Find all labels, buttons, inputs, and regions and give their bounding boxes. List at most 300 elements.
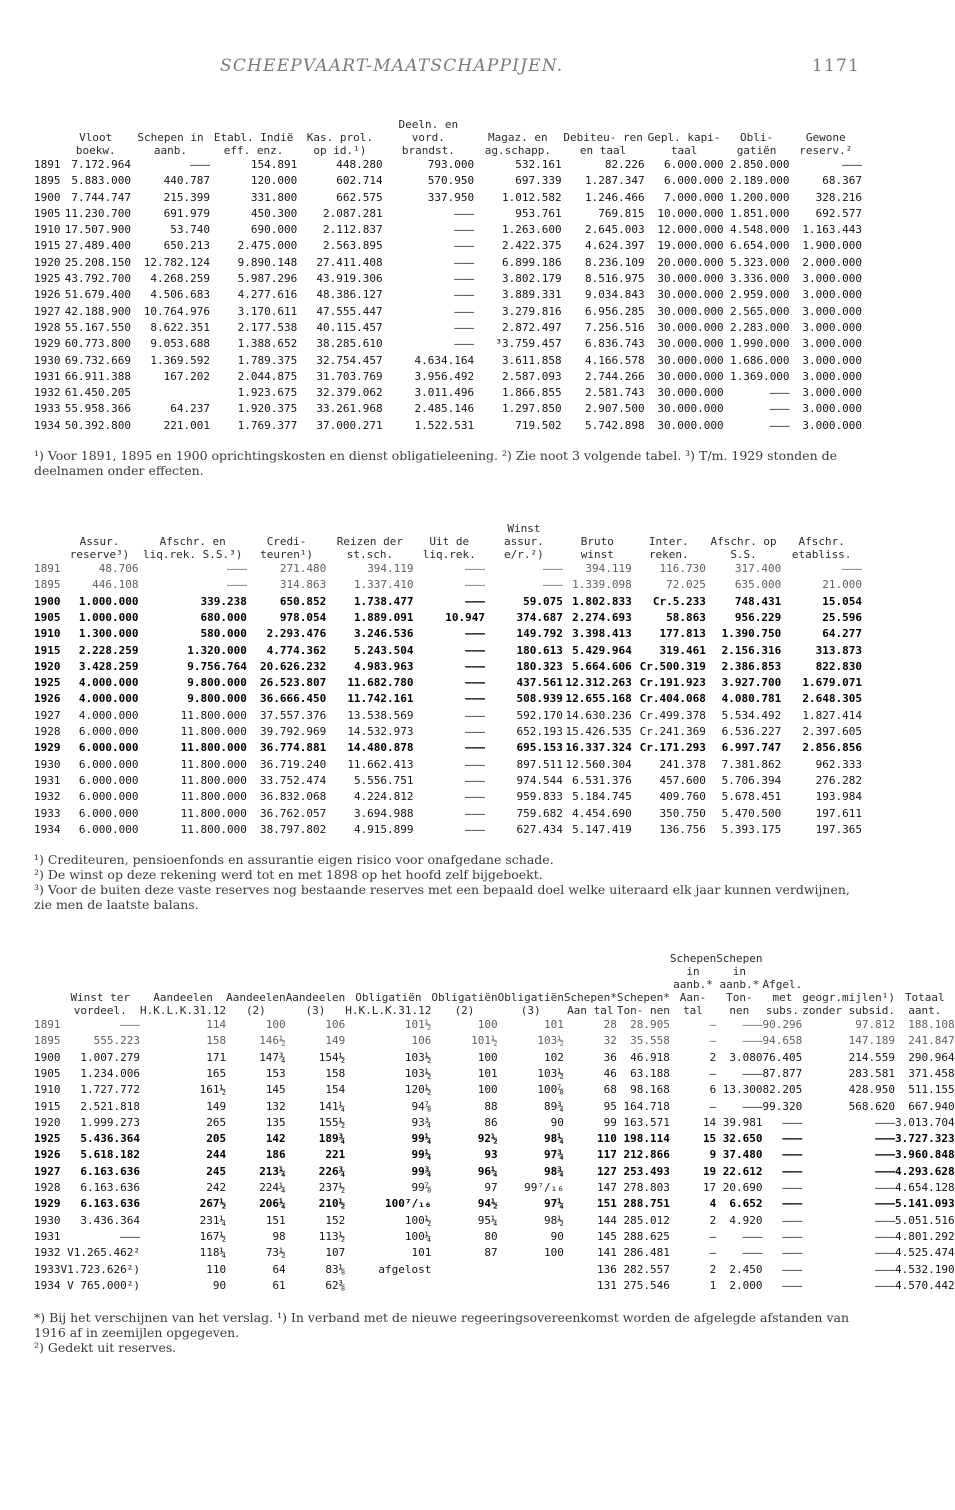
value-cell: 6.000.000 xyxy=(78,790,139,804)
value-cell: ——— xyxy=(465,790,485,804)
value-cell: 120½ xyxy=(404,1083,432,1097)
value-cell xyxy=(431,1262,497,1278)
value-cell: 22.612 xyxy=(722,1164,763,1178)
value-cell: 20.626.232 xyxy=(260,659,327,673)
value-cell: ——— xyxy=(465,741,485,755)
value-cell: 116.730 xyxy=(659,562,706,576)
value-cell: ——— xyxy=(782,1246,803,1260)
value-cell: 6.652 xyxy=(729,1197,763,1211)
value-cell: 69.732.669 xyxy=(64,353,131,367)
header-row xyxy=(34,118,862,157)
value-cell: ——— xyxy=(782,1278,803,1292)
value-cell: 146½ xyxy=(259,1034,286,1048)
column-header: Inter. reken. xyxy=(648,535,689,562)
table-row xyxy=(34,222,862,238)
value-cell: 2.744.266 xyxy=(584,369,645,383)
value-cell: 265 xyxy=(206,1115,227,1129)
value-cell: 635.000 xyxy=(734,578,782,592)
value-cell: 1.369.592 xyxy=(150,353,210,367)
value-cell: 4.525.474 xyxy=(895,1246,955,1260)
value-cell: 3.080 xyxy=(729,1050,763,1064)
value-cell: 180.323 xyxy=(516,659,563,673)
column-header: Afgel. met subs. xyxy=(762,978,803,1018)
table-row xyxy=(34,757,862,773)
column-header: Aandeelen (3) xyxy=(285,991,346,1018)
value-cell: 3.694.988 xyxy=(353,806,414,820)
value-cell: 3.000.000 xyxy=(802,386,862,400)
value-cell: 6.000.000 xyxy=(663,158,724,171)
value-cell: 221.001 xyxy=(163,418,210,432)
value-cell: 97.812 xyxy=(855,1018,896,1032)
value-cell: 98¾ xyxy=(543,1164,564,1178)
value-cell: 32 xyxy=(603,1034,617,1048)
value-cell: 19.000.000 xyxy=(657,239,724,253)
value-cell: 2.856.856 xyxy=(802,741,862,755)
value-cell: ——— xyxy=(465,578,485,592)
value-cell: ——— xyxy=(842,158,862,171)
value-cell: ——— xyxy=(465,725,485,739)
dividend-fleet-table xyxy=(34,952,955,1294)
value-cell: 350.750 xyxy=(659,806,706,820)
value-cell: ——— xyxy=(742,1229,763,1243)
value-cell: 667.940 xyxy=(908,1099,955,1113)
column-header: Reizen der st.sch. xyxy=(336,535,404,562)
value-cell: 35.558 xyxy=(630,1034,670,1048)
value-cell: 180.613 xyxy=(516,643,563,657)
value-cell: — xyxy=(709,1018,717,1032)
value-cell: 32.650 xyxy=(722,1132,763,1146)
value-cell: 288.751 xyxy=(623,1197,670,1211)
value-cell: 1.866.855 xyxy=(501,386,562,400)
column-header: Gepl. kapi- taal xyxy=(647,131,721,157)
value-cell: 650.852 xyxy=(279,594,327,608)
table-row xyxy=(34,369,862,385)
value-cell: 2.565.000 xyxy=(729,304,790,318)
value-cell: 64 xyxy=(272,1262,286,1276)
value-cell: 5.706.394 xyxy=(721,773,782,787)
column-header: Vloot boekw. xyxy=(75,131,116,157)
value-cell: 9.890.148 xyxy=(237,255,298,269)
value-cell: 151 xyxy=(596,1197,617,1211)
table-row xyxy=(34,561,862,577)
value-cell: 31.703.769 xyxy=(316,369,383,383)
value-cell: 2.648.305 xyxy=(802,692,862,706)
value-cell: 245 xyxy=(206,1164,227,1178)
column-header: Aandeelen (2) xyxy=(226,991,286,1018)
value-cell: 30.000.000 xyxy=(657,272,724,286)
value-cell: 6.531.376 xyxy=(572,773,632,787)
value-cell: 101 xyxy=(543,1018,564,1032)
value-cell: 97¾ xyxy=(543,1148,564,1162)
year-cell: 1915 xyxy=(34,643,61,657)
value-cell: 314.863 xyxy=(279,578,327,592)
value-cell: ——— xyxy=(465,822,485,836)
year-cell: 1895 xyxy=(34,578,61,592)
value-cell: ——— xyxy=(782,1132,803,1146)
column-header: Credi- teuren¹) xyxy=(260,535,314,562)
value-cell: 3.000.000 xyxy=(802,272,862,286)
value-cell: 39.981 xyxy=(722,1115,763,1129)
value-cell: 962.333 xyxy=(815,757,862,771)
value-cell: 4.624.397 xyxy=(584,239,645,253)
value-cell: 328.216 xyxy=(815,190,862,204)
value-cell: 5.051.516 xyxy=(895,1213,955,1227)
value-cell: 6.956.285 xyxy=(584,304,645,318)
value-cell: 28 xyxy=(603,1018,617,1032)
value-cell xyxy=(131,385,210,401)
value-cell: 32.379.062 xyxy=(316,386,383,400)
value-cell: 53.740 xyxy=(170,223,210,237)
value-cell: 11.800.000 xyxy=(180,741,247,755)
value-cell: 267½ xyxy=(199,1197,227,1211)
table1-note: ¹) Voor 1891, 1895 en 1900 oprichtingskosten en dienst obligatieleening. ²) Zie noot 3 volgende tabel. ³) T/m. 1929 stonden de deelnamen onder effecten. xyxy=(34,448,838,479)
value-cell: 30.000.000 xyxy=(657,288,724,302)
year-cell: 1925 xyxy=(34,272,61,286)
value-cell: 46.918 xyxy=(630,1050,670,1064)
value-cell: 99⅞ xyxy=(411,1181,432,1195)
value-cell: 100½ xyxy=(404,1213,432,1227)
year-cell: 1932 xyxy=(34,1246,61,1260)
value-cell: 98.168 xyxy=(630,1083,670,1097)
column-header: Winst assur. e/r.²) xyxy=(504,522,544,562)
value-cell: 82.226 xyxy=(604,158,645,171)
value-cell: 1.522.531 xyxy=(414,418,475,432)
value-cell: 508.939 xyxy=(516,692,563,706)
value-cell: 5.393.175 xyxy=(721,822,782,836)
value-cell: 154.891 xyxy=(250,158,298,171)
value-cell: 748.431 xyxy=(734,594,782,608)
value-cell: 580.000 xyxy=(200,627,247,641)
value-cell: V1.723.626²) xyxy=(60,1262,140,1276)
year-cell: 1930 xyxy=(34,353,61,367)
table-row xyxy=(34,594,862,610)
value-cell: 226¾ xyxy=(318,1164,346,1178)
table2-note-2: ²) De winst op deze rekening werd tot en met 1898 op het hoofd zelf bijgeboekt. xyxy=(34,867,543,883)
value-cell: 15.426.535 xyxy=(565,725,632,739)
value-cell: 36.762.057 xyxy=(260,806,327,820)
value-cell: 959.833 xyxy=(516,790,563,804)
value-cell: 4.548.000 xyxy=(729,223,790,237)
value-cell: 101 xyxy=(477,1066,498,1080)
year-cell: 1926 xyxy=(34,288,61,302)
value-cell: 30.000.000 xyxy=(657,337,724,351)
column-header: Uit de liq.rek. xyxy=(422,535,476,562)
value-cell: 118¼ xyxy=(199,1246,227,1260)
column-header: Obligatiën (2) xyxy=(431,991,498,1018)
value-cell: 3.000.000 xyxy=(802,353,862,367)
value-cell: 11.800.000 xyxy=(180,773,247,787)
value-cell: 1.320.000 xyxy=(187,643,247,657)
value-cell: ——— xyxy=(454,239,475,253)
year-cell: 1931 xyxy=(34,369,61,383)
table-row xyxy=(34,675,862,691)
value-cell: 4.920 xyxy=(729,1213,763,1227)
value-cell: 83⅛ xyxy=(325,1262,346,1276)
value-cell: ——— xyxy=(465,806,485,820)
year-cell: 1920 xyxy=(34,1115,61,1129)
value-cell: 100 xyxy=(543,1246,564,1260)
value-cell: 457.600 xyxy=(659,773,706,787)
value-cell: 241.847 xyxy=(908,1034,955,1048)
year-cell: 1926 xyxy=(34,1148,61,1162)
value-cell: 155½ xyxy=(318,1115,346,1129)
value-cell: 86 xyxy=(484,1115,498,1129)
value-cell: 136.756 xyxy=(659,822,706,836)
value-cell: 10.764.976 xyxy=(143,304,210,318)
value-cell: 409.760 xyxy=(659,790,706,804)
value-cell: 2.000.000 xyxy=(802,255,862,269)
value-cell: 1.263.600 xyxy=(501,223,562,237)
value-cell: 759.682 xyxy=(516,806,563,820)
table-row xyxy=(34,1082,955,1098)
value-cell: 271.480 xyxy=(279,562,327,576)
value-cell: 1.390.750 xyxy=(721,627,782,641)
value-cell: 6.000.000 xyxy=(78,725,139,739)
value-cell: 154 xyxy=(325,1083,346,1097)
value-cell: 511.155 xyxy=(908,1083,955,1097)
value-cell: 98¼ xyxy=(543,1132,564,1146)
value-cell: — xyxy=(709,1099,717,1113)
value-cell: 2.959.000 xyxy=(729,288,790,302)
value-cell: 3.000.000 xyxy=(802,337,862,351)
value-cell: V 765.000²) xyxy=(67,1278,140,1292)
value-cell: 1.990.000 xyxy=(729,337,790,351)
year-cell: 1925 xyxy=(34,676,61,690)
value-cell: 167.202 xyxy=(163,369,210,383)
value-cell: ——— xyxy=(454,337,475,351)
value-cell: 5.141.093 xyxy=(895,1197,955,1211)
value-cell: 953.761 xyxy=(515,206,562,220)
value-cell: 440.787 xyxy=(163,174,210,188)
value-cell: 394.119 xyxy=(585,562,632,576)
value-cell: ——— xyxy=(875,1148,896,1162)
year-cell: 1934 xyxy=(34,1278,61,1292)
value-cell: 11.682.780 xyxy=(347,676,414,690)
value-cell: 38.285.610 xyxy=(316,337,383,351)
value-cell: ——— xyxy=(742,1034,763,1048)
value-cell: ——— xyxy=(782,1181,803,1195)
value-cell: 110 xyxy=(596,1132,617,1146)
year-cell: 1927 xyxy=(34,1164,61,1178)
year-cell: 1900 xyxy=(34,594,61,608)
value-cell xyxy=(498,1262,564,1278)
value-cell: 9 xyxy=(709,1148,717,1162)
year-cell: 1891 xyxy=(34,1018,61,1032)
value-cell: 117 xyxy=(596,1148,617,1162)
value-cell: 5.323.000 xyxy=(729,255,790,269)
value-cell: 15 xyxy=(702,1132,717,1146)
value-cell: 171 xyxy=(206,1050,227,1064)
value-cell: 6.000.000 xyxy=(78,741,139,755)
value-cell: 39.792.969 xyxy=(260,725,327,739)
column-header: Schepen* Ton- nen xyxy=(616,991,670,1018)
value-cell: 4.801.292 xyxy=(895,1229,955,1243)
value-cell: 3.000.000 xyxy=(802,288,862,302)
page-number: 1171 xyxy=(811,56,860,76)
value-cell: ——— xyxy=(875,1132,896,1146)
value-cell: 214.559 xyxy=(848,1050,896,1064)
value-cell: ——— xyxy=(782,1115,803,1129)
value-cell: 61 xyxy=(272,1278,286,1292)
value-cell: 4.983.963 xyxy=(353,659,414,673)
value-cell: 1.920.375 xyxy=(237,402,298,416)
value-cell: 1.851.000 xyxy=(729,206,790,220)
value-cell: 205 xyxy=(206,1132,227,1146)
value-cell: ——— xyxy=(769,402,790,416)
value-cell: 99.320 xyxy=(762,1099,803,1113)
value-cell: 2.563.895 xyxy=(322,239,383,253)
year-cell: 1932 xyxy=(34,386,61,400)
value-cell: 1.900.000 xyxy=(802,239,862,253)
value-cell: 93¾ xyxy=(411,1115,432,1129)
table-row xyxy=(34,643,862,659)
value-cell: 30.000.000 xyxy=(657,353,724,367)
value-cell: 437.561 xyxy=(516,676,563,690)
value-cell: 66.911.388 xyxy=(64,369,131,383)
value-cell: ——— xyxy=(782,1197,803,1211)
value-cell: 4.454.690 xyxy=(572,806,632,820)
value-cell: 2.156.316 xyxy=(721,643,782,657)
year-cell: 1915 xyxy=(34,239,61,253)
value-cell: 283.581 xyxy=(848,1066,896,1080)
year-cell: 1895 xyxy=(34,174,61,188)
value-cell: 4.774.362 xyxy=(266,643,327,657)
value-cell: 76.405 xyxy=(762,1050,803,1064)
value-cell: 13.300 xyxy=(722,1083,763,1097)
table-row xyxy=(34,320,862,336)
value-cell: ——— xyxy=(454,320,475,334)
value-cell: 158 xyxy=(206,1034,227,1048)
value-cell: ——— xyxy=(543,562,563,576)
table-row xyxy=(34,1262,955,1278)
value-cell: 5.436.364 xyxy=(80,1132,140,1146)
value-cell: 4.268.259 xyxy=(150,272,210,286)
value-cell: 2.475.000 xyxy=(237,239,298,253)
value-cell: 47.555.447 xyxy=(316,304,383,318)
value-cell: 9.034.843 xyxy=(584,288,645,302)
value-cell: 48.386.127 xyxy=(316,288,383,302)
value-cell: 17 xyxy=(702,1181,717,1195)
value-cell: ——— xyxy=(875,1197,896,1211)
table-row xyxy=(34,1164,955,1180)
value-cell: 288.625 xyxy=(623,1229,670,1243)
table-row xyxy=(34,806,862,822)
value-cell: ——— xyxy=(120,1229,140,1243)
value-cell: 153 xyxy=(265,1066,286,1080)
table-row xyxy=(34,724,862,740)
value-cell: ——— xyxy=(875,1278,896,1292)
value-cell: 135 xyxy=(265,1115,286,1129)
value-cell: ——— xyxy=(454,255,475,269)
value-cell: 61.450.205 xyxy=(64,386,131,400)
value-cell: ——— xyxy=(454,206,475,220)
table-row xyxy=(34,173,862,189)
value-cell: 212.866 xyxy=(623,1148,670,1162)
value-cell: 102 xyxy=(543,1050,564,1064)
value-cell: 15.054 xyxy=(822,594,862,608)
table-row xyxy=(34,822,862,838)
value-cell: 592.170 xyxy=(516,708,563,722)
value-cell: 94.658 xyxy=(762,1034,803,1048)
value-cell: 244 xyxy=(206,1148,227,1162)
value-cell: 317.400 xyxy=(734,562,782,576)
value-cell: 141¼ xyxy=(318,1099,346,1113)
value-cell: 956.229 xyxy=(734,610,782,624)
value-cell: ——— xyxy=(875,1262,896,1276)
value-cell: 100¼ xyxy=(404,1229,432,1243)
value-cell: 100⅞ xyxy=(537,1083,564,1097)
table-row xyxy=(34,304,862,320)
value-cell: 13.538.569 xyxy=(347,708,414,722)
value-cell: 680.000 xyxy=(200,610,247,624)
header-row xyxy=(34,952,955,1017)
value-cell: 2 xyxy=(709,1213,717,1227)
value-cell: 9.756.764 xyxy=(187,659,247,673)
value-cell: 11.800.000 xyxy=(180,822,247,836)
profit-table xyxy=(34,522,862,838)
value-cell: 10.947 xyxy=(445,610,485,624)
value-cell: 37.480 xyxy=(722,1148,763,1162)
table-row xyxy=(34,1131,955,1147)
value-cell: 60.773.800 xyxy=(64,337,131,351)
value-cell: 5.618.182 xyxy=(80,1148,140,1162)
value-cell: 97¼ xyxy=(543,1197,564,1211)
value-cell: 90.296 xyxy=(762,1018,803,1032)
value-cell: 5.742.898 xyxy=(584,418,645,432)
page xyxy=(34,56,955,1356)
value-cell: 6.000.000 xyxy=(78,822,139,836)
year-cell: 1891 xyxy=(34,562,61,576)
value-cell: ——— xyxy=(842,562,862,576)
value-cell: 90 xyxy=(212,1278,227,1292)
value-cell: 5.534.492 xyxy=(721,708,782,722)
value-cell: afgelost xyxy=(378,1262,432,1276)
value-cell: 1.923.675 xyxy=(237,386,298,400)
table-row xyxy=(34,708,862,724)
year-cell: 1928 xyxy=(34,320,61,334)
value-cell: 697.339 xyxy=(515,174,562,188)
value-cell: 769.815 xyxy=(598,206,645,220)
value-cell: 20.000.000 xyxy=(657,255,724,269)
value-cell: 5.147.419 xyxy=(572,822,632,836)
value-cell: 43.792.700 xyxy=(64,272,131,286)
column-header: Debiteu- ren en taal xyxy=(563,131,643,157)
value-cell: ——— xyxy=(742,1066,763,1080)
value-cell: 37.557.376 xyxy=(260,708,327,722)
value-cell: ——— xyxy=(465,594,485,608)
value-cell: 313.873 xyxy=(815,643,862,657)
value-cell: — xyxy=(709,1229,717,1243)
value-cell: 568.620 xyxy=(848,1099,896,1113)
value-cell: 2.283.000 xyxy=(729,320,790,334)
value-cell: 25.208.150 xyxy=(64,255,131,269)
table2-note-1: ¹) Crediteuren, pensioenfonds en assurantie eigen risico voor onafgedane schade. xyxy=(34,852,554,868)
value-cell: 9.053.688 xyxy=(150,337,210,351)
value-cell: 189¾ xyxy=(318,1132,346,1146)
column-header: Kas. prol. op id.¹) xyxy=(306,131,374,157)
value-cell: 2.907.500 xyxy=(584,402,645,416)
table-row xyxy=(34,1229,955,1245)
value-cell: 11.662.413 xyxy=(347,757,414,771)
value-cell: 177.813 xyxy=(659,627,706,641)
value-cell: 2.521.818 xyxy=(80,1099,140,1113)
value-cell: ——— xyxy=(465,659,485,673)
year-cell: 1915 xyxy=(34,1099,61,1113)
value-cell: 450.300 xyxy=(250,206,298,220)
value-cell: 42.188.900 xyxy=(64,304,131,318)
table-row xyxy=(34,789,862,805)
value-cell: 1.297.850 xyxy=(501,402,562,416)
